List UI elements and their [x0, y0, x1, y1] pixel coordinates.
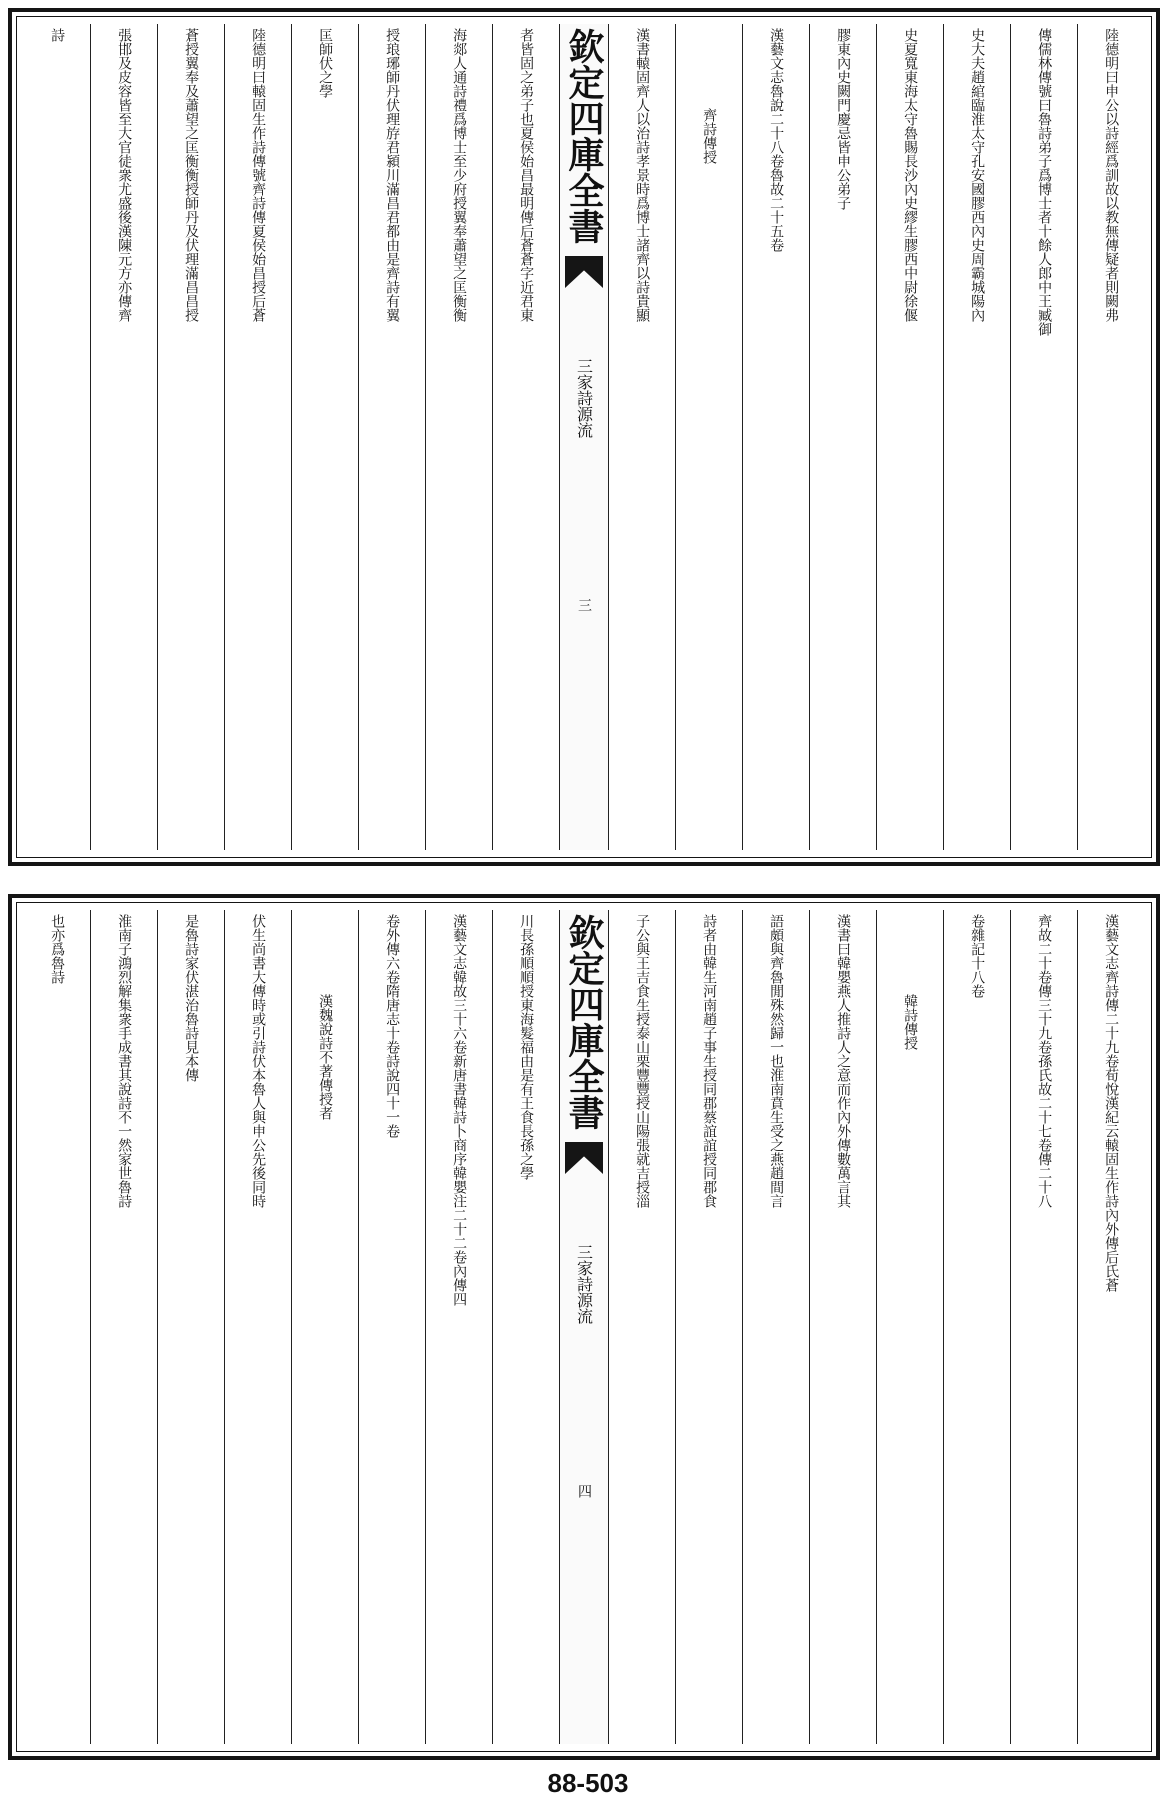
page-bottom [8, 894, 1160, 1760]
text-column: 漢書曰韓嬰燕人推詩人之意而作內外傳數萬言其 [809, 910, 876, 1744]
text-column: 漢藝文志魯說二十八卷魯故二十五卷 [742, 24, 809, 850]
text-column: 漢書轅固齊人以治詩孝景時爲博士諸齊以詩貴顯 [608, 24, 675, 850]
center-fold-block [559, 910, 608, 1744]
folio-number: 三 [576, 598, 592, 612]
text-column: 授琅琊師丹伏理斿君潁川滿昌君都由是齊詩有翼 [358, 24, 425, 850]
book-title: 欽定四庫全書 [563, 914, 605, 1130]
text-columns [24, 910, 1144, 1744]
text-column: 伏生尚書大傳時或引詩伏本魯人與申公先後同時 [224, 910, 291, 1744]
text-column: 川長孫順順授東海髮福由是有王食長孫之學 [492, 910, 559, 1744]
text-column: 匡師伏之學 [291, 24, 358, 850]
text-column: 淮南子鴻烈解集衆手成書其說詩不一然家世魯詩 [90, 910, 157, 1744]
folio-number: 四 [576, 1484, 592, 1498]
text-column: 漢藝文志韓故三十六卷新唐書韓詩卜商序韓嬰注二十二卷內傳四 [425, 910, 492, 1744]
text-column: 漢藝文志齊詩傳二十九卷荀悅漢紀云轅固生作詩內外傳后氏蒼 [1077, 910, 1144, 1744]
text-columns [24, 24, 1144, 850]
book-title: 欽定四庫全書 [563, 28, 605, 244]
text-column: 膠東內史闕門慶忌皆申公弟子 [809, 24, 876, 850]
text-column: 詩 [49, 28, 66, 42]
text-column: 是魯詩家伏湛治魯詩見本傳 [157, 910, 224, 1744]
text-column: 卷外傳六卷隋唐志十卷詩說四十一卷 [358, 910, 425, 1744]
text-column: 陸德明曰申公以詩經爲訓故以教無傳疑者則闕弗 [1077, 24, 1144, 850]
book-subtitle: 三家詩源流 [574, 358, 594, 438]
page-number: 88-503 [547, 1768, 629, 1798]
book-subtitle: 三家詩源流 [574, 1244, 594, 1324]
section-heading-column: 漢魏說詩不著傳授者 [291, 910, 358, 1744]
text-column: 子公與王吉食生授泰山栗豐豐授山陽張就吉授淄 [608, 910, 675, 1744]
text-column: 海郯人通詩禮爲博士至少府授翼奉蕭望之匡衡衡 [425, 24, 492, 850]
text-column: 史大夫趙綰臨淮太守孔安國膠西內史周霸城陽內 [943, 24, 1010, 850]
text-column: 蒼授翼奉及蕭望之匡衡衡授師丹及伏理滿昌昌授 [157, 24, 224, 850]
text-column: 語頗與齊魯閒殊然歸一也淮南賁生受之燕趙間言 [742, 910, 809, 1744]
text-column: 張邯及皮容皆至大官徒衆尤盛後漢陳元方亦傳齊 [90, 24, 157, 850]
text-column: 史夏寬東海太守魯賜長沙內史繆生膠西中尉徐偃 [876, 24, 943, 850]
fishtail-ornament [565, 256, 603, 288]
text-column: 也亦爲魯詩 [49, 914, 66, 984]
center-fold-block [559, 24, 608, 850]
section-heading-column: 韓詩傳授 [876, 910, 943, 1744]
text-column: 卷雜記十八卷 [943, 910, 1010, 1744]
text-column: 傳儒林傳號曰魯詩弟子爲博士者十餘人郎中王臧御 [1010, 24, 1077, 850]
fishtail-ornament [565, 1142, 603, 1174]
text-column: 齊故二十卷傳三十九卷孫氏故二十七卷傳二十八 [1010, 910, 1077, 1744]
text-column: 陸德明曰轅固生作詩傳號齊詩傳夏侯始昌授后蒼 [224, 24, 291, 850]
section-heading-column: 齊詩傳授 [675, 24, 742, 850]
text-column: 詩者由韓生河南趙子事生授同郡蔡誼誼授同郡食 [675, 910, 742, 1744]
page-top [8, 8, 1160, 866]
text-column: 者皆固之弟子也夏侯始昌最明傳后蒼蒼字近君東 [492, 24, 559, 850]
